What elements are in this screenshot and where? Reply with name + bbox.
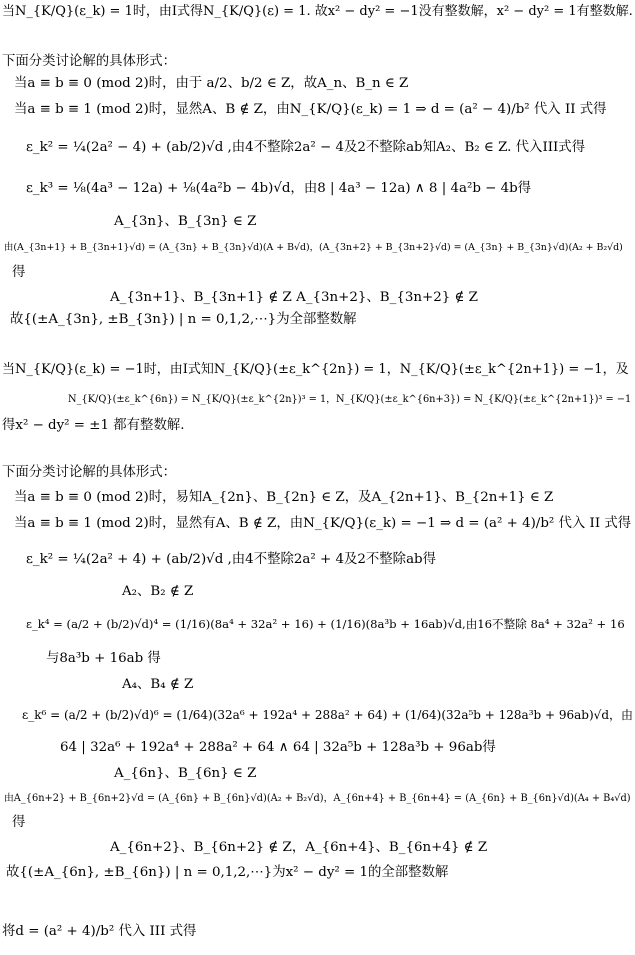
text-line: 将d = (a² + 4)/b² 代入 III 式得	[2, 924, 197, 939]
formula-line: ε_k³ = ⅛(4a³ − 12a) + ⅛(4a²b − 4b)√d，由8 | 4a³ − 12a) ∧ 8 | 4a²b − 4b得	[26, 181, 532, 196]
formula-line: N_{K/Q}(±ε_k^{6n}) = N_{K/Q}(±ε_k^{2n})³ = 1，N_{K/Q}(±ε_k^{6n+3}) = N_{K/Q}(±ε_k^{2n+1})³ = −1	[68, 394, 632, 405]
text-line: 当N_{K/Q}(ε_k) = −1时，由I式知N_{K/Q}(±ε_k^{2n}) = 1，N_{K/Q}(±ε_k^{2n+1}) = −1，及	[2, 362, 629, 377]
text-line: 故{(±A_{3n}, ±B_{3n}) | n = 0,1,2,⋯}为全部整数解	[10, 312, 357, 327]
section-heading: 下面分类讨论解的具体形式：	[2, 54, 177, 69]
formula-line: ε_k² = ¼(2a² + 4) + (ab/2)√d ,由4不整除2a² + 4及2不整除ab得	[26, 552, 437, 567]
section-heading: 下面分类讨论解的具体形式：	[2, 465, 177, 480]
text-line: 故{(±A_{6n}, ±B_{6n}) | n = 0,1,2,⋯}为x² − dy² = 1的全部整数解	[6, 865, 449, 880]
formula-line: ε_k⁶ = (a/2 + (b/2)√d)⁶ = (1/64)(32a⁶ + 192a⁴ + 288a² + 64) + (1/64)(32a⁵b + 128a³b + 96ab)√d，由	[22, 708, 633, 722]
formula-line: 64 | 32a⁶ + 192a⁴ + 288a² + 64 ∧ 64 | 32a⁵b + 128a³b + 96ab得	[60, 740, 496, 755]
text-line: 当a ≡ b ≡ 1 (mod 2)时，显然有A、B ∉ Z，由N_{K/Q}(ε_k) = −1 ⇒ d = (a² + 4)/b² 代入 II 式得	[14, 516, 632, 531]
formula-line: ε_k² = ¼(2a² − 4) + (ab/2)√d ,由4不整除2a² − 4及2不整除ab知A₂、B₂ ∈ Z. 代入III式得	[26, 140, 586, 155]
formula-line: A₂、B₂ ∉ Z	[122, 584, 194, 599]
text-line: 得x² − dy² = ±1 都有整数解.	[2, 418, 185, 433]
text-line: 当N_{K/Q}(ε_k) = 1时，由I式得N_{K/Q}(ε) = 1. 故x² − dy² = −1没有整数解，x² − dy² = 1有整数解.	[2, 4, 633, 19]
text-line: 当a ≡ b ≡ 1 (mod 2)时，显然A、B ∉ Z，由N_{K/Q}(ε_k) = 1 ⇒ d = (a² − 4)/b² 代入 II 式得	[14, 102, 607, 117]
formula-line: A_{6n+2}、B_{6n+2} ∉ Z，A_{6n+4}、B_{6n+4} ∉ Z	[110, 840, 488, 855]
text-line: 得	[12, 265, 26, 280]
text-line: 与8a³b + 16ab 得	[46, 651, 161, 666]
formula-line: A₄、B₄ ∉ Z	[122, 677, 194, 692]
formula-line: ε_k⁴ = (a/2 + (b/2)√d)⁴ = (1/16)(8a⁴ + 32a² + 16) + (1/16)(8a³b + 16ab)√d,由16不整除 8a⁴ + 32a² + 16	[26, 617, 625, 631]
formula-line: A_{3n+1}、B_{3n+1} ∉ Z A_{3n+2}、B_{3n+2} ∉ Z	[110, 290, 478, 305]
formula-line: 由A_{6n+2} + B_{6n+2}√d = (A_{6n} + B_{6n}√d)(A₂ + B₂√d)，A_{6n+4} + B_{6n+4} = (A_{6n} + B_{6n}√d)(A₄ + B₄√d)	[4, 793, 631, 804]
formula-line: A_{6n}、B_{6n} ∈ Z	[114, 766, 257, 781]
formula-line: A_{3n}、B_{3n} ∈ Z	[114, 214, 257, 229]
text-line: 得	[12, 815, 26, 830]
text-line: 当a ≡ b ≡ 0 (mod 2)时，易知A_{2n}、B_{2n} ∈ Z，及A_{2n+1}、B_{2n+1} ∈ Z	[14, 490, 554, 505]
text-line: 当a ≡ b ≡ 0 (mod 2)时，由于 a/2、b/2 ∈ Z，故A_n、B_n ∈ Z	[14, 76, 409, 91]
formula-line: 由(A_{3n+1} + B_{3n+1}√d) = (A_{3n} + B_{3n}√d)(A + B√d)，(A_{3n+2} + B_{3n+2}√d) = (A_{3n} + B_{3n}√d)(A₂ + B₂√d)	[4, 242, 623, 253]
